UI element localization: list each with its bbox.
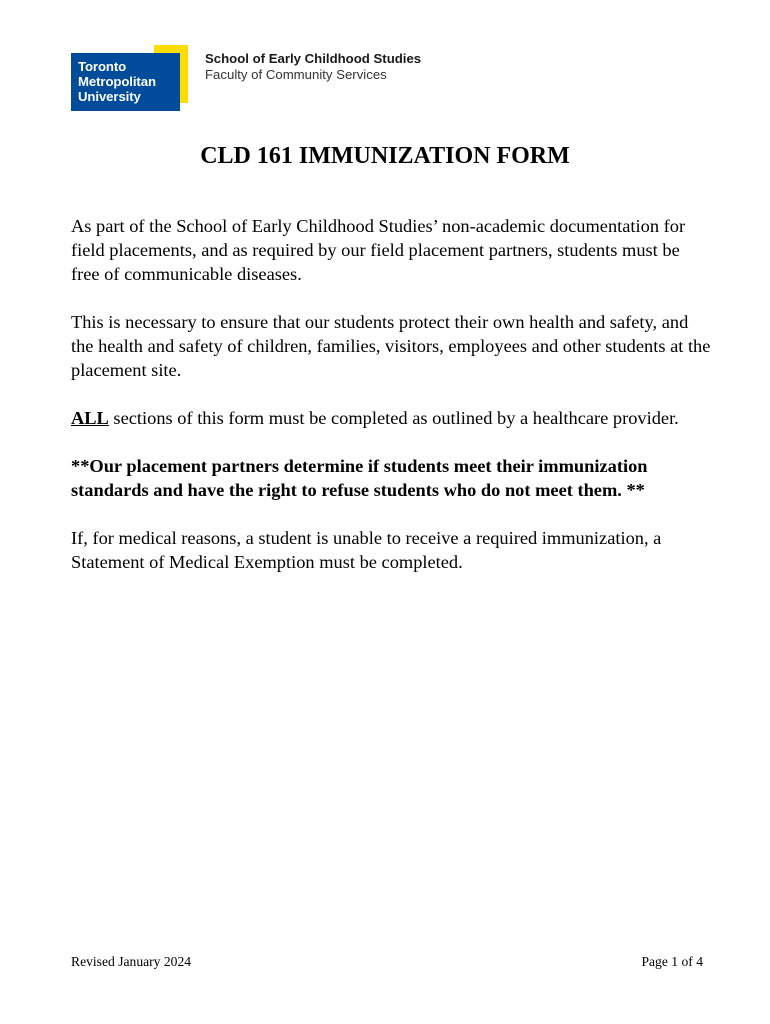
form-title: CLD 161 IMMUNIZATION FORM (200, 143, 570, 169)
logo-line-2: Metropolitan (78, 74, 156, 89)
paragraph-purpose: This is necessary to ensure that our students protect their own health and safety, and the health and safety of children, families, visitors, employees and other students at the placement site. (71, 312, 711, 380)
paragraph-all-sections (71, 406, 711, 430)
all-sections-text: sections of this form must be completed as outlined by a healthcare provider. (108, 408, 679, 428)
logo-line-1: Toronto (78, 59, 127, 74)
faculty-name: Faculty of Community Services (205, 67, 387, 82)
paragraph-partner-notice: **Our placement partners determine if students meet their immunization standards and have the right to refuse students who do not meet them. ** (71, 456, 648, 500)
department-heading (205, 51, 421, 83)
logo-line-3: University (78, 89, 141, 104)
school-name: School of Early Childhood Studies (205, 51, 422, 66)
all-emphasis: ALL (71, 408, 109, 428)
paragraph-exemption: If, for medical reasons, a student is unable to receive a required immunization, a Statement of Medical Exemption must be completed. (71, 528, 662, 572)
logo-blue-block (71, 53, 180, 111)
university-logo (71, 45, 188, 111)
paragraph-intro: As part of the School of Early Childhood Studies’ non-academic documentation for field placements, and as required by our field placement partners, students must be free of communicable diseases. (71, 216, 686, 284)
page-number: Page 1 of 4 (641, 954, 703, 969)
form-body (71, 214, 711, 598)
revision-date: Revised January 2024 (71, 954, 192, 969)
